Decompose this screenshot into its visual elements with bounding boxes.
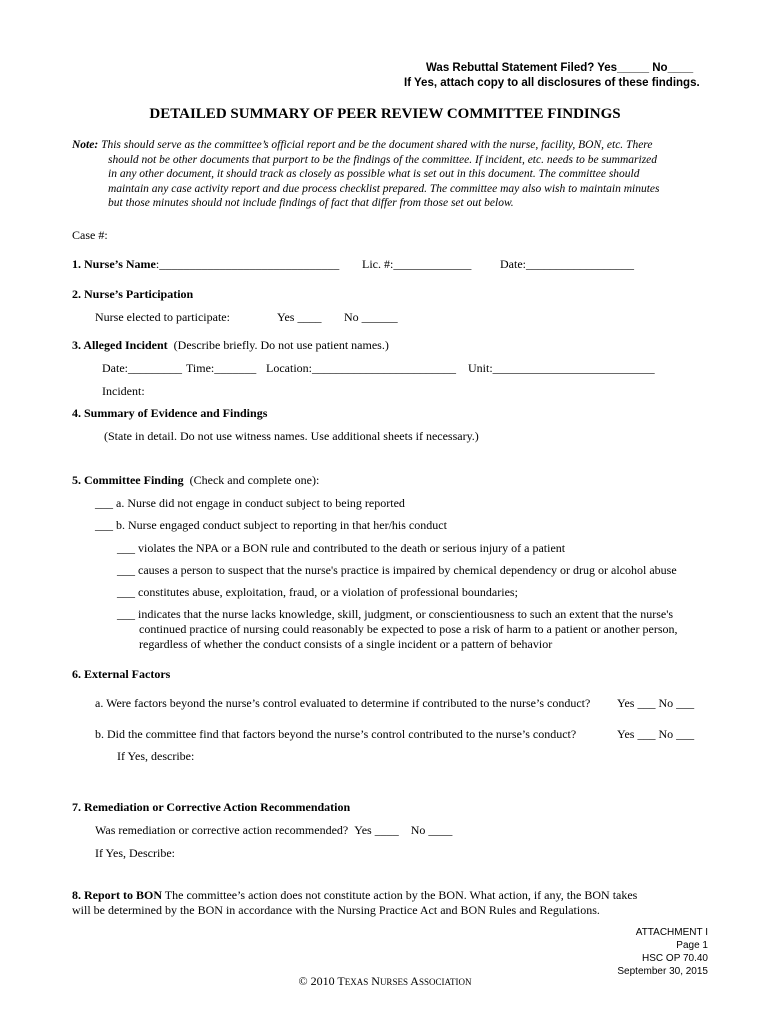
section-8-text-1: The committee’s action does not constitute action by the BON. What action, if any, the BON takes — [164, 888, 638, 902]
note-label: Note: — [72, 139, 99, 151]
finding-b-lacks-knowledge[interactable]: ___ indicates that the nurse lacks knowledge, skill, judgment, or conscientiousness to such an extent that the nurse's — [117, 607, 674, 621]
section-8-line-1 — [72, 888, 637, 903]
section-4-desc: (State in detail. Do not use witness names. Use additional sheets if necessary.) — [104, 429, 479, 443]
finding-b-impairment[interactable]: ___ causes a person to suspect that the nurse's practice is impaired by chemical dependency or drug or alcohol abuse — [117, 563, 677, 577]
finding-b-abuse[interactable]: ___ constitutes abuse, exploitation, fraud, or a violation of professional boundaries; — [117, 585, 518, 599]
incident-time-field[interactable]: Time:_______ — [186, 361, 257, 375]
remediation-row — [95, 823, 452, 838]
section-8-text-2: will be determined by the BON in accordance with the Nursing Practice Act and BON Rules and Regulations. — [72, 903, 600, 917]
section-2-heading: 2. Nurse’s Participation — [72, 287, 194, 301]
note-line-5: but those minutes should not include findings of fact that differ from those set out below. — [108, 197, 514, 209]
finding-b-lacks-knowledge-line-3: regardless of whether the conduct consists of a single incident or a pattern of behavior — [139, 637, 553, 651]
case-number-label: Case #: — [72, 228, 108, 242]
note-line-3: in any other document, it should track as closely as possible what is set out in this document. The committee should — [108, 168, 640, 180]
note-line-2: should not be other documents that purport to be the findings of the committee. If incident, etc. needs to be summarized — [108, 153, 658, 166]
external-factors-b-yes-no[interactable]: Yes ___ No ___ — [617, 727, 695, 741]
participation-question: Nurse elected to participate: — [95, 310, 230, 324]
page-number: Page 1 — [676, 940, 708, 951]
note-block — [72, 138, 712, 211]
external-factors-question-b: b. Did the committee find that factors beyond the nurse’s control contributed to the nurse’s conduct? — [95, 727, 577, 741]
license-number-field[interactable]: Lic. #:_____________ — [362, 257, 472, 271]
nurse-name-label: 1. Nurse’s Name — [72, 257, 156, 271]
section-5-row — [72, 473, 319, 488]
section-3-heading: 3. Alleged Incident — [72, 338, 168, 352]
copyright-urses: URSES — [379, 977, 408, 987]
page-title: DETAILED SUMMARY OF PEER REVIEW COMMITTEE FINDINGS — [149, 106, 621, 122]
remediation-describe: If Yes, Describe: — [95, 846, 175, 860]
copyright-exas: EXAS — [344, 977, 369, 987]
copyright-ssociation: SSOCIATION — [418, 977, 472, 987]
nurse-name-field[interactable]: :______________________________ — [155, 257, 340, 271]
section-3-desc: (Describe briefly. Do not use patient names.) — [173, 338, 389, 352]
policy-number: HSC OP 70.40 — [642, 953, 708, 964]
note-line-1: This should serve as the committee’s official report and be the document shared with the nurse, facility, BON, etc. There — [101, 139, 653, 151]
copyright-n: N — [368, 974, 380, 988]
section-1-date-field[interactable]: Date:__________________ — [500, 257, 634, 271]
remediation-question: Was remediation or corrective action recommended? — [95, 823, 349, 837]
footer-block — [617, 926, 708, 978]
remediation-no[interactable]: No ____ — [410, 823, 453, 837]
rebuttal-statement-line: Was Rebuttal Statement Filed? Yes_____ No____ — [426, 62, 694, 74]
incident-location-field[interactable]: Location:________________________ — [266, 361, 456, 375]
participation-no[interactable]: No ______ — [344, 310, 398, 324]
finding-b-npa-violation[interactable]: ___ violates the NPA or a BON rule and contributed to the death or serious injury of a patient — [117, 541, 566, 555]
attachment-label: ATTACHMENT I — [635, 927, 708, 938]
incident-unit-field[interactable]: Unit:___________________________ — [468, 361, 655, 375]
finding-option-b[interactable]: ___ b. Nurse engaged conduct subject to reporting in that her/his conduct — [95, 518, 447, 532]
copyright-a: A — [407, 974, 419, 988]
section-5-desc: (Check and complete one): — [189, 473, 320, 487]
external-factors-question-a: a. Were factors beyond the nurse’s control evaluated to determine if contributed to the nurse’s conduct? — [95, 696, 591, 710]
copyright-prefix: © 2010 T — [298, 974, 345, 988]
remediation-yes[interactable]: Yes ____ — [354, 823, 399, 837]
attach-copy-line: If Yes, attach copy to all disclosures of these findings. — [404, 77, 700, 89]
participation-yes[interactable]: Yes ____ — [277, 310, 322, 324]
footer-date: September 30, 2015 — [617, 966, 708, 977]
note-line-4: maintain any case activity report and due process checklist prepared. The committee may also wish to maintain minutes — [108, 182, 660, 195]
section-3-row — [72, 338, 389, 353]
finding-b-lacks-knowledge-line-2: continued practice of nursing could reasonably be expected to pose a risk of harm to a patient or another person, — [139, 622, 678, 636]
section-1-row — [72, 257, 339, 272]
finding-option-a[interactable]: ___ a. Nurse did not engage in conduct subject to being reported — [95, 496, 405, 510]
section-5-heading: 5. Committee Finding — [72, 473, 184, 487]
incident-date-field[interactable]: Date:_________ — [102, 361, 182, 375]
external-factors-a-yes-no[interactable]: Yes ___ No ___ — [617, 696, 695, 710]
section-8-heading: 8. Report to BON — [72, 888, 162, 902]
section-7-heading: 7. Remediation or Corrective Action Recommendation — [72, 800, 351, 814]
section-6-heading: 6. External Factors — [72, 667, 171, 681]
external-factors-describe: If Yes, describe: — [117, 749, 195, 763]
copyright-line — [0, 974, 770, 989]
incident-label: Incident: — [102, 384, 145, 398]
section-4-heading: 4. Summary of Evidence and Findings — [72, 406, 268, 420]
